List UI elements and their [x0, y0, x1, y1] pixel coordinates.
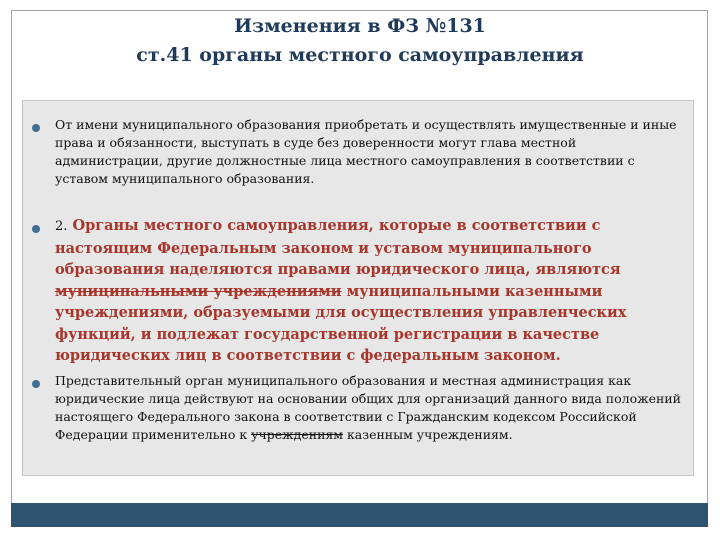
bullet-icon	[32, 225, 40, 233]
bullet-icon	[32, 124, 40, 132]
slide-title	[20, 12, 700, 70]
title-line-1: Изменения в ФЗ №131	[234, 15, 486, 37]
bullet-icon	[32, 380, 40, 388]
list-item-1	[55, 116, 683, 188]
list-item-3	[55, 372, 683, 444]
list-item-3-text-a: Представительный орган муниципального образования и местная администрация как юридические лица действуют на основании общих для организаций данного вида положений настоящего Федерального закона в соответствии с Гражданским кодексом Российской Федерации применительно к	[55, 373, 682, 442]
content-panel	[22, 100, 694, 476]
footer-bar	[11, 503, 708, 527]
list-item-2	[55, 215, 683, 367]
list-item-2-number: 2.	[55, 219, 68, 234]
title-line-2: ст.41 органы местного самоуправления	[136, 44, 584, 66]
list-item-3-struck-text: учреждениям	[251, 427, 344, 442]
list-item-2-text-b: муниципальными казенными учреждениями, образуемыми для осуществления управленческих функций, и подлежат государственной регистрации в качестве юридических лиц в соответствии с федеральным законом.	[55, 282, 627, 364]
list-item-2-text-a: Органы местного самоуправления, которые в соответствии с настоящим Федеральным законом и уставом муниципального образования наделяются правами юридического лица, являются	[55, 217, 621, 278]
list-item-1-text: От имени муниципального образования приобретать и осуществлять имущественные и иные права и обязанности, выступать в суде без доверенности могут глава местной администрации, другие должностные лица местного самоуправления в соответствии с уставом муниципального образования.	[55, 117, 677, 186]
list-item-3-text-b: казенным учреждениям.	[343, 427, 513, 442]
list-item-2-struck-text: муниципальными учреждениями	[55, 282, 342, 300]
